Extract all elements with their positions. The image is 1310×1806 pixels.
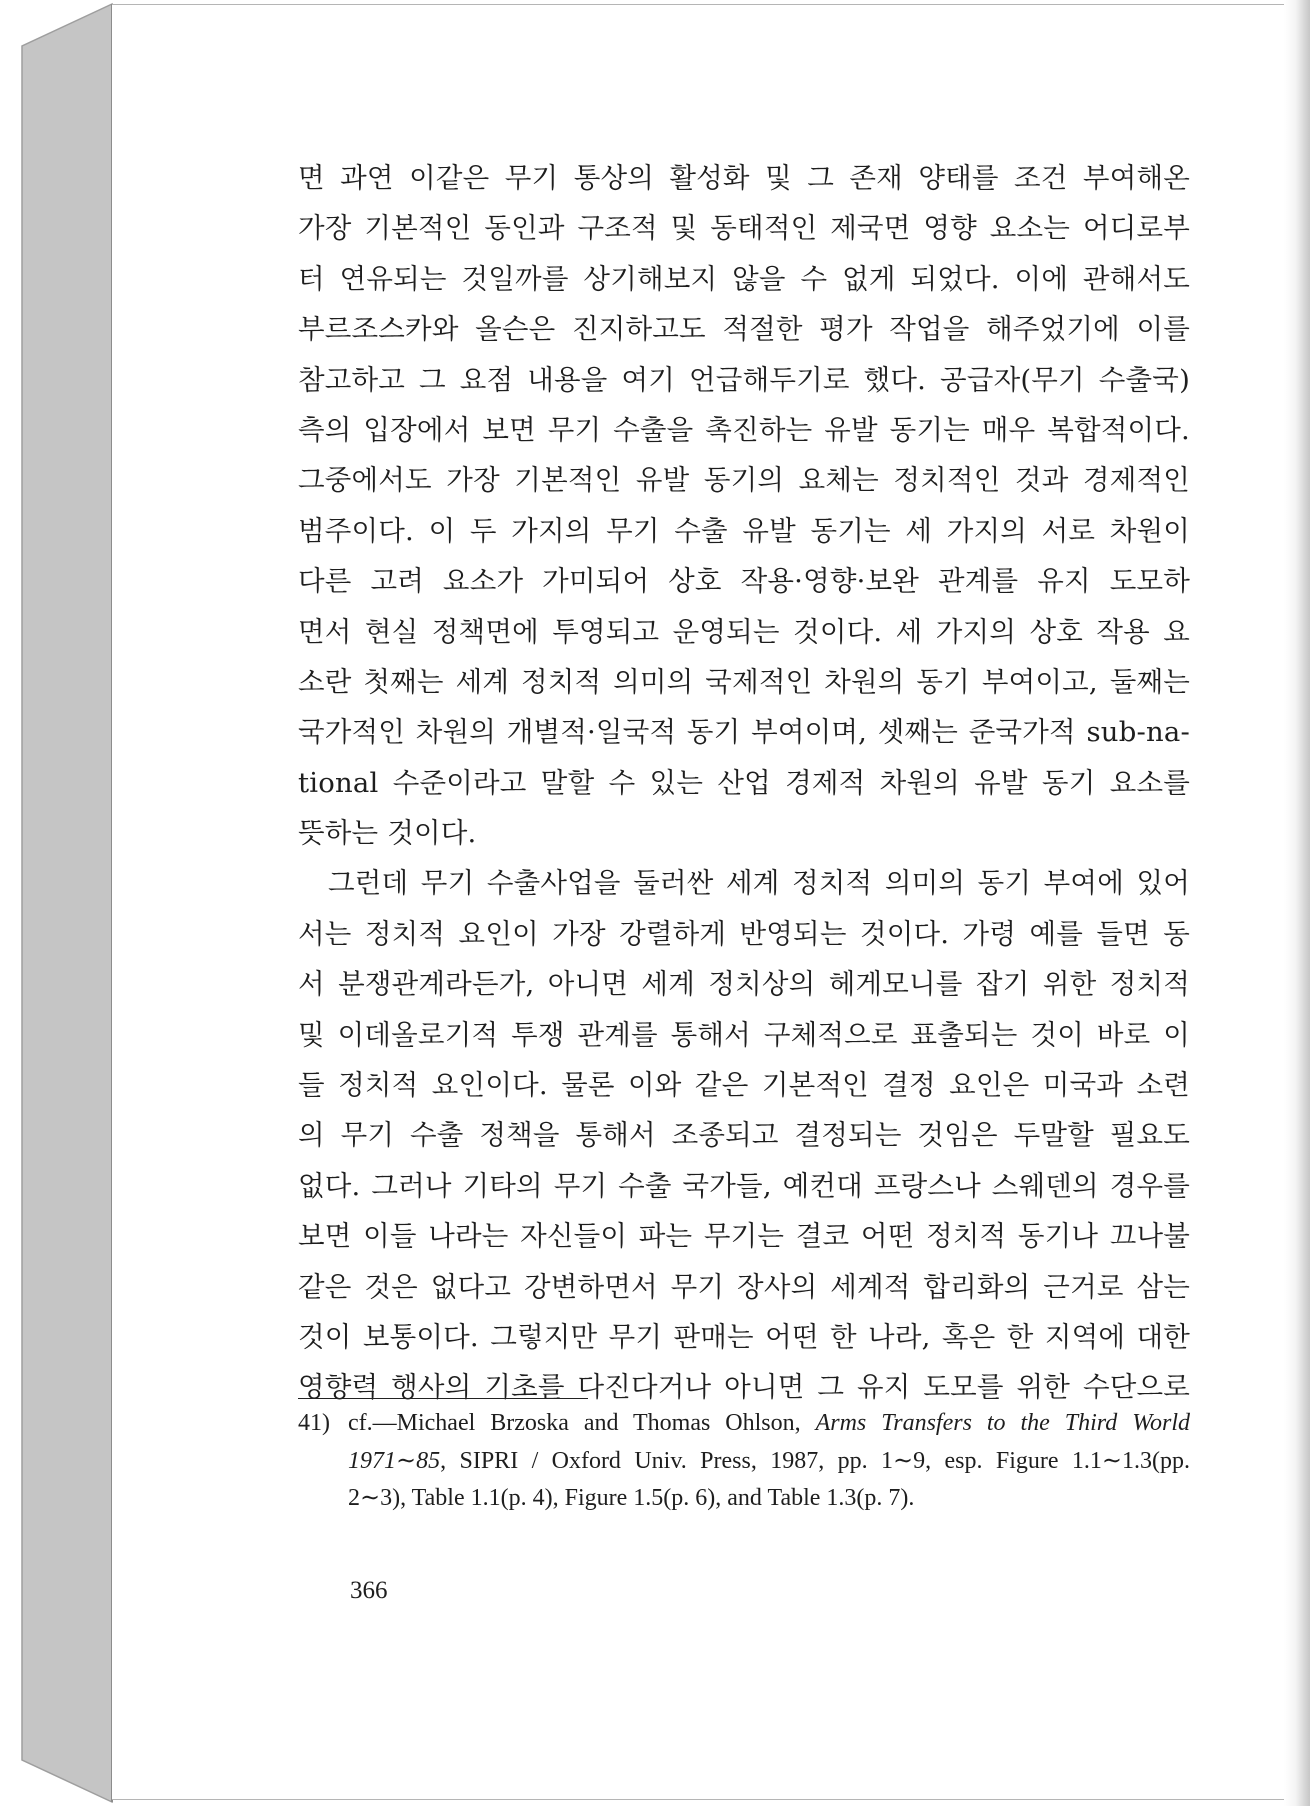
page-number: 366: [350, 1577, 388, 1604]
footnote-number: 41): [298, 1410, 330, 1436]
text-line: 면 과연 이같은 무기 통상의 활성화 및 그 존재 양태를 조건 부여해온: [298, 162, 1190, 194]
footnote-line-1: [298, 1405, 1190, 1443]
text-line: 범주이다. 이 두 가지의 무기 수출 유발 동기는 세 가지의 서로 차원이: [298, 514, 1190, 547]
text-line: 소란 첫째는 세계 정치적 의미의 국제적인 차원의 동기 부여이고, 둘째는: [298, 665, 1190, 698]
text-line: 것이 보통이다. 그렇지만 무기 판매는 어떤 한 나라, 혹은 한 지역에 대한: [298, 1320, 1190, 1353]
footnote-divider: [298, 1398, 588, 1399]
text-line: 없다. 그러나 기타의 무기 수출 국가들, 예컨대 프랑스나 스웨덴의 경우를: [298, 1169, 1190, 1202]
text-line: 서 분쟁관계라든가, 아니면 세계 정치상의 헤게모니를 잡기 위한 정치적: [298, 968, 1190, 1001]
text-line: 면서 현실 정책면에 투영되고 운영되는 것이다. 세 가지의 상호 작용 요: [298, 615, 1190, 648]
footnote-line-2: [298, 1443, 1190, 1481]
footnote-line-3: 2∼3), Table 1.1(p. 4), Figure 1.5(p. 6), and Table 1.3(p. 7).: [348, 1485, 915, 1511]
footnote-publication-info: , SIPRI / Oxford Univ. Press, 1987, pp. 1∼9, esp. Figure 1.1∼1.3(pp.: [440, 1447, 1190, 1474]
text-line: 보면 이들 나라는 자신들이 파는 무기는 결코 어떤 정치적 동기나 끄나불: [298, 1220, 1190, 1253]
text-line: 국가적인 차원의 개별적·일국적 동기 부여이며, 셋째는 준국가적 sub-na-: [298, 716, 1190, 749]
footnote-citation-prefix: cf.—Michael Brzoska and Thomas Ohlson,: [348, 1410, 816, 1436]
text-line: 다른 고려 요소가 가미되어 상호 작용·영향·보완 관계를 유지 도모하: [298, 565, 1190, 598]
text-line: 그중에서도 가장 기본적인 유발 동기의 요체는 정치적인 것과 경제적인: [298, 464, 1190, 497]
text-line: 영향력 행사의 기초를 다진다거나 아니면 그 유지 도모를 위한 수단으로: [298, 1371, 1190, 1404]
footnote-book-years: 1971∼85: [348, 1447, 441, 1474]
text-line: 의 무기 수출 정책을 통해서 조종되고 결정되는 것임은 두말할 필요도: [298, 1119, 1190, 1152]
paragraph-1: [298, 153, 1190, 858]
paragraph-2: [298, 858, 1190, 1412]
text-line: 같은 것은 없다고 강변하면서 무기 장사의 세계적 합리화의 근거로 삼는: [298, 1270, 1190, 1303]
text-line: 및 이데올로기적 투쟁 관계를 통해서 구체적으로 표출되는 것이 바로 이: [298, 1018, 1190, 1051]
text-line: 터 연유되는 것일까를 상기해보지 않을 수 없게 되었다. 이에 관해서도: [298, 262, 1190, 295]
text-line: 가장 기본적인 동인과 구조적 및 동태적인 제국면 영향 요소는 어디로부: [298, 212, 1190, 245]
body-text: [298, 153, 1190, 1413]
page-edge-shadow: [1284, 0, 1310, 1806]
footnote-book-title: Arms Transfers to the Third World: [815, 1410, 1191, 1436]
text-line: tional 수준이라고 말할 수 있는 산업 경제적 차원의 유발 동기 요소를: [298, 766, 1190, 799]
text-line: 측의 입장에서 보면 무기 수출을 촉진하는 유발 동기는 매우 복합적이다.: [298, 413, 1190, 446]
text-line: 뜻하는 것이다.: [298, 817, 477, 850]
text-line: 서는 정치적 요인이 가장 강렬하게 반영되는 것이다. 가령 예를 들면 동: [298, 917, 1190, 950]
text-line: 부르조스카와 올슨은 진지하고도 적절한 평가 작업을 해주었기에 이를: [298, 313, 1190, 346]
text-line: 참고하고 그 요점 내용을 여기 언급해두기로 했다. 공급자(무기 수출국): [298, 363, 1190, 396]
text-line: 들 정치적 요인이다. 물론 이와 같은 기본적인 결정 요인은 미국과 소련: [298, 1069, 1190, 1102]
footnote: [298, 1405, 1190, 1518]
text-line: 그런데 무기 수출사업을 둘러싼 세계 정치적 의미의 동기 부여에 있어: [328, 867, 1190, 900]
